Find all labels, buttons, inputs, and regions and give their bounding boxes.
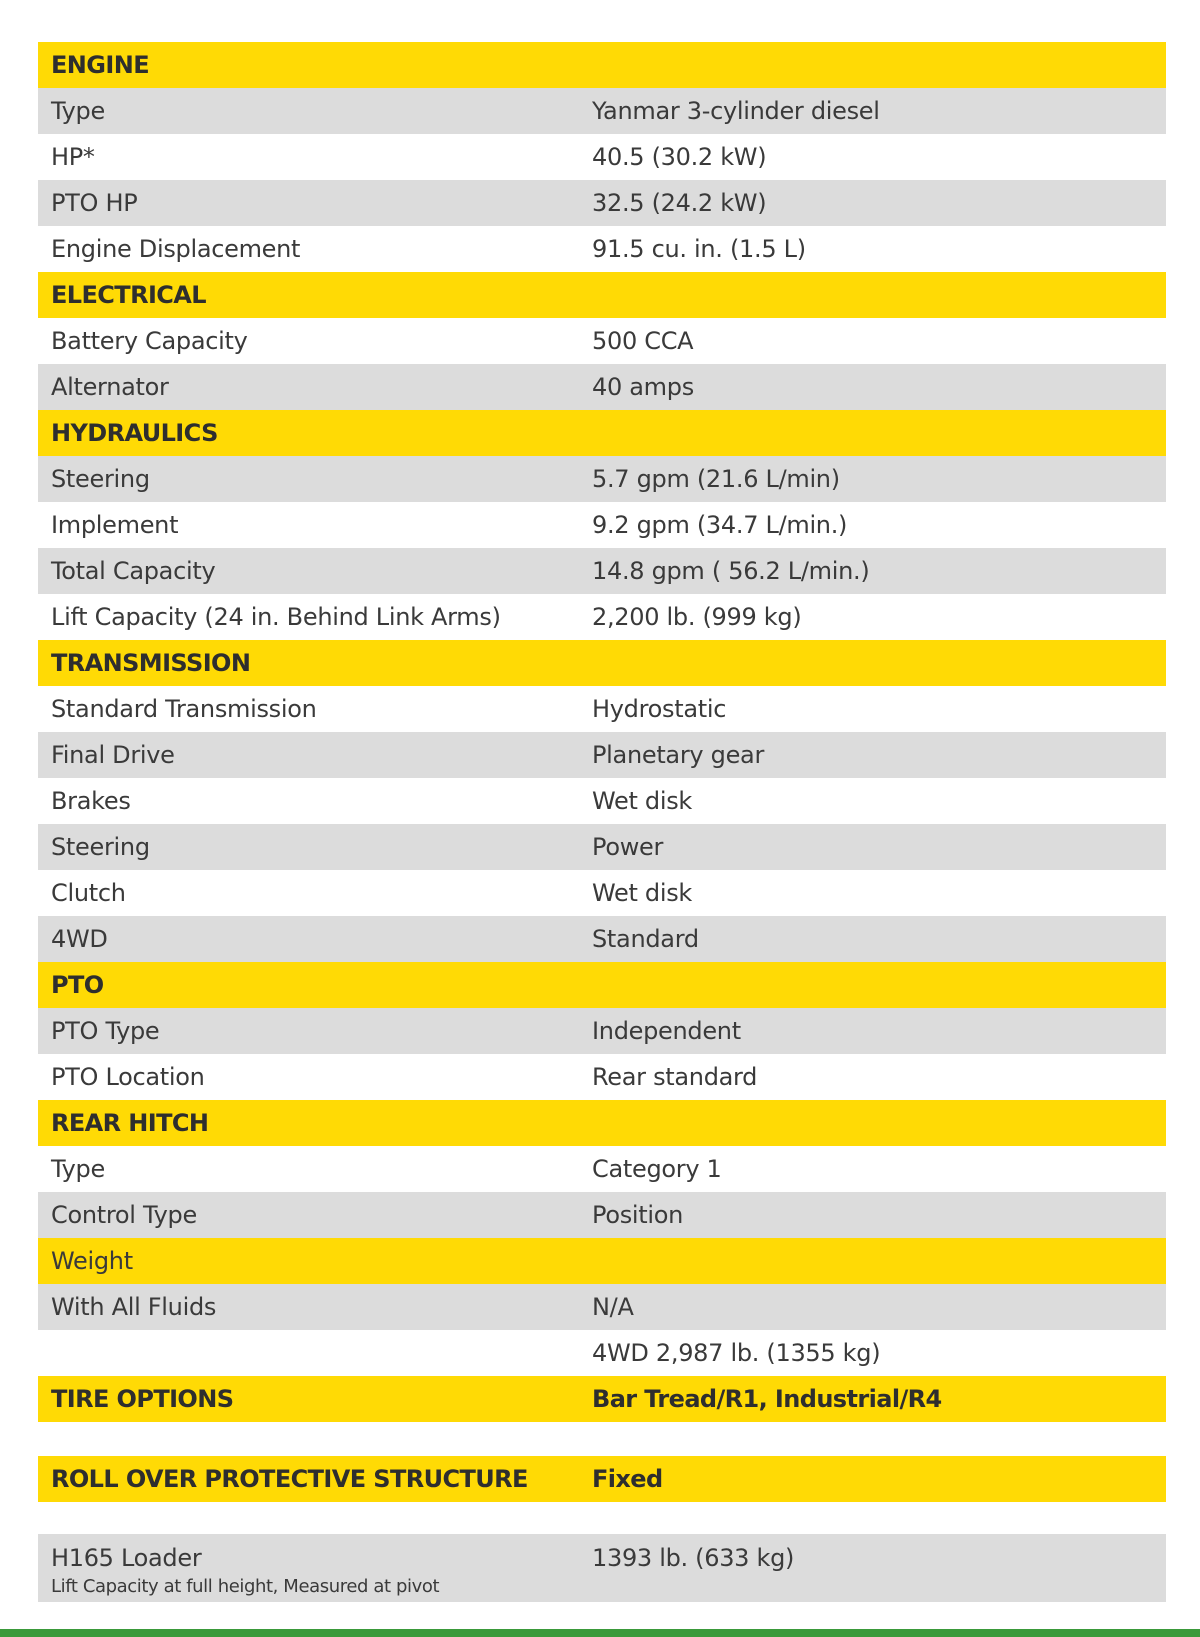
spec-label: Implement: [51, 511, 179, 539]
spec-value: 9.2 gpm (34.7 L/min.): [592, 511, 848, 539]
spec-value: N/A: [592, 1293, 634, 1321]
spec-label: Final Drive: [51, 741, 175, 769]
spec-label: PTO Type: [51, 1017, 160, 1045]
loader-label-group: [38, 1544, 592, 1597]
spec-row: [38, 318, 1166, 364]
spec-value: Position: [592, 1201, 684, 1229]
spec-label: Alternator: [51, 373, 169, 401]
spec-row: [38, 870, 1166, 916]
section-title: TRANSMISSION: [51, 649, 251, 677]
section-rops: [38, 1456, 1166, 1502]
spacer: [38, 1502, 1166, 1534]
spec-value: Category 1: [592, 1155, 722, 1183]
section-header-weight: [38, 1238, 1166, 1284]
loader-label: H165 Loader: [51, 1544, 202, 1572]
spec-label: Battery Capacity: [51, 327, 248, 355]
section-title: Weight: [51, 1247, 133, 1275]
spec-label: Lift Capacity (24 in. Behind Link Arms): [51, 603, 501, 631]
spec-label: Total Capacity: [51, 557, 216, 585]
spec-row: [38, 1054, 1166, 1100]
spec-row: [38, 226, 1166, 272]
spec-value: Planetary gear: [592, 741, 765, 769]
spec-label: With All Fluids: [51, 1293, 217, 1321]
section-title: ENGINE: [51, 51, 149, 79]
spec-label: Steering: [51, 833, 150, 861]
spec-table: [38, 42, 1166, 1602]
spec-row: [38, 732, 1166, 778]
spec-row: [38, 456, 1166, 502]
spec-value: 40 amps: [592, 373, 694, 401]
loader-row: [38, 1534, 1166, 1602]
spec-row: [38, 916, 1166, 962]
loader-value: 1393 lb. (633 kg): [592, 1544, 795, 1572]
spec-value: Standard: [592, 925, 699, 953]
spec-value: 32.5 (24.2 kW): [592, 189, 767, 217]
section-header-rear-hitch: [38, 1100, 1166, 1146]
spec-row: [38, 1330, 1166, 1376]
section-title: TIRE OPTIONS: [51, 1385, 234, 1413]
loader-sublabel: Lift Capacity at full height, Measured at pivot: [51, 1576, 440, 1597]
spec-row: [38, 686, 1166, 732]
spec-row: [38, 778, 1166, 824]
section-value: Fixed: [592, 1465, 663, 1493]
spec-label: Steering: [51, 465, 150, 493]
spec-value: 4WD 2,987 lb. (1355 kg): [592, 1339, 881, 1367]
spec-value: Hydrostatic: [592, 695, 727, 723]
spec-label: Control Type: [51, 1201, 197, 1229]
spec-label: Clutch: [51, 879, 126, 907]
spec-row: [38, 548, 1166, 594]
section-header-electrical: [38, 272, 1166, 318]
section-header-hydraulics: [38, 410, 1166, 456]
spec-value: Wet disk: [592, 879, 693, 907]
spec-label: PTO Location: [51, 1063, 205, 1091]
spec-row: [38, 1008, 1166, 1054]
section-header-pto: [38, 962, 1166, 1008]
spec-row: [38, 1146, 1166, 1192]
spec-value: Rear standard: [592, 1063, 758, 1091]
section-title: REAR HITCH: [51, 1109, 209, 1137]
spec-row: [38, 364, 1166, 410]
section-title: HYDRAULICS: [51, 419, 218, 447]
spec-label: Engine Displacement: [51, 235, 301, 263]
spec-label: Standard Transmission: [51, 695, 317, 723]
section-title: PTO: [51, 971, 104, 999]
spec-label: Type: [51, 1155, 105, 1183]
spec-value: 14.8 gpm ( 56.2 L/min.): [592, 557, 870, 585]
spacer: [38, 1422, 1166, 1456]
spec-value: 40.5 (30.2 kW): [592, 143, 767, 171]
spec-label: Brakes: [51, 787, 131, 815]
spec-row: [38, 180, 1166, 226]
spec-row: [38, 88, 1166, 134]
spec-value: 5.7 gpm (21.6 L/min): [592, 465, 840, 493]
spec-value: 500 CCA: [592, 327, 694, 355]
spec-label: PTO HP: [51, 189, 138, 217]
spec-value: Wet disk: [592, 787, 693, 815]
spec-row: [38, 594, 1166, 640]
spec-label: HP*: [51, 143, 95, 171]
bottom-stripe: [0, 1629, 1200, 1637]
spec-value: Yanmar 3-cylinder diesel: [592, 97, 880, 125]
section-header-transmission: [38, 640, 1166, 686]
spec-value: Power: [592, 833, 664, 861]
spec-value: 2,200 lb. (999 kg): [592, 603, 802, 631]
section-header-engine: [38, 42, 1166, 88]
spec-value: 91.5 cu. in. (1.5 L): [592, 235, 806, 263]
spec-row: [38, 824, 1166, 870]
section-value: Bar Tread/R1, Industrial/R4: [592, 1385, 942, 1413]
section-title: ROLL OVER PROTECTIVE STRUCTURE: [51, 1465, 528, 1493]
section-tire-options: [38, 1376, 1166, 1422]
section-title: ELECTRICAL: [51, 281, 206, 309]
spec-label: Type: [51, 97, 105, 125]
spec-row: [38, 134, 1166, 180]
spec-label: 4WD: [51, 925, 108, 953]
spec-row: [38, 502, 1166, 548]
spec-value: Independent: [592, 1017, 741, 1045]
spec-row: [38, 1192, 1166, 1238]
spec-row: [38, 1284, 1166, 1330]
